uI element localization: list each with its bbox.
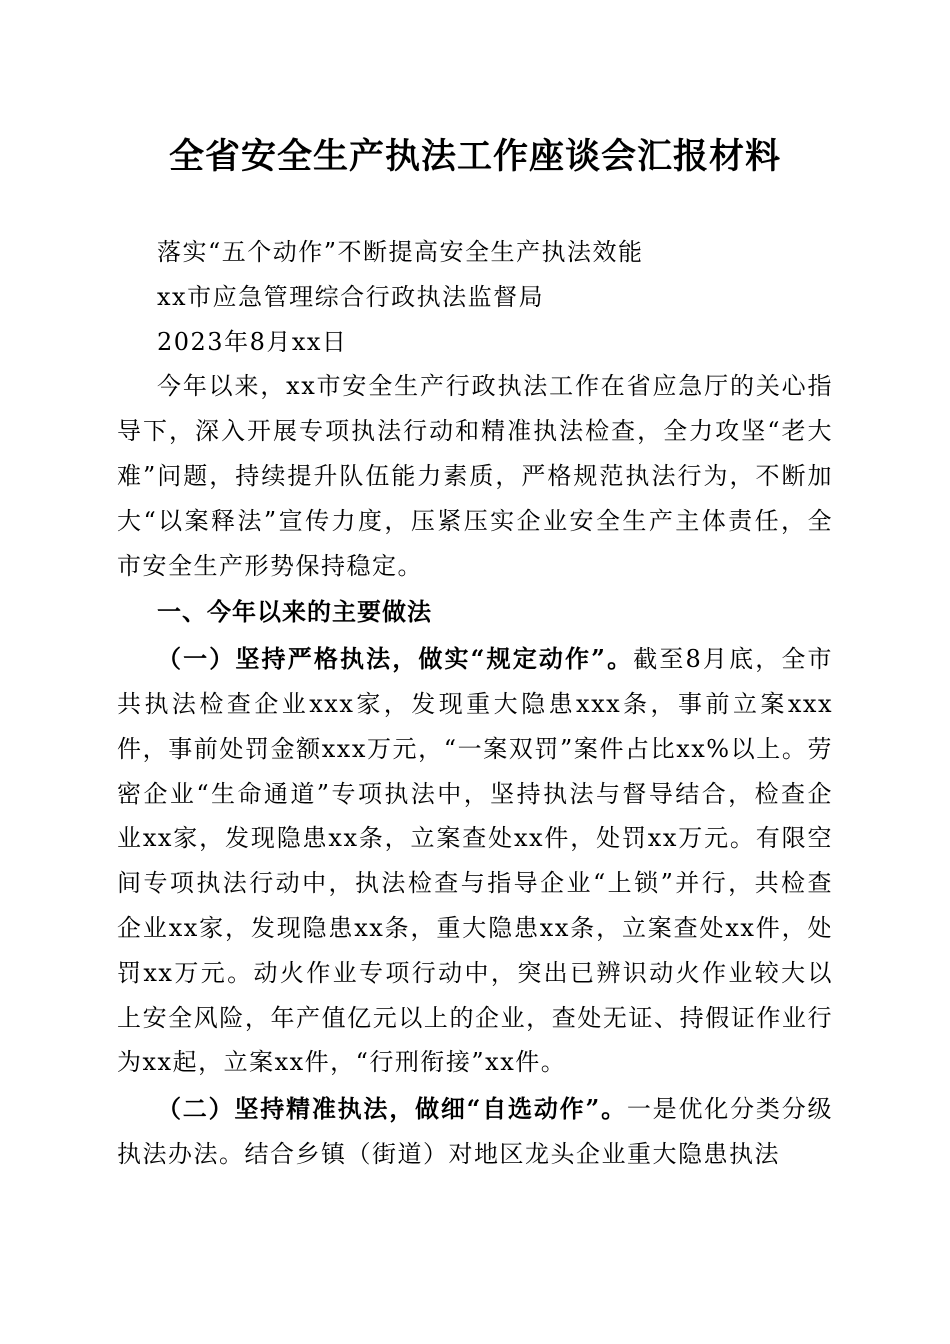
document-body (117, 230, 833, 1177)
paragraph-item-1-lead: （一）坚持严格执法，做实“规定动作”。 (157, 644, 634, 674)
paragraph-item-2-lead: （二）坚持精准执法，做细“自选动作”。 (157, 1094, 627, 1124)
paragraph-item-2 (117, 1087, 833, 1177)
paragraph-item-1-text: 截至8月底，全市共执法检查企业xxx家，发现重大隐患xxx条，事前立案xxx件，事前处罚金额xxx万元，“一案双罚”案件占比xx%以上。劳密企业“生命通道”专项执法中，坚持执法与督导结合，检查企业xx家，发现隐患xx条，立案查处xx件，处罚xx万元。有限空间专项执法行动中，执法检查与指导企业“上锁”并行，共检查企业xx家，发现隐患xx条，重大隐患xx条，立案查处xx件，处罚xx万元。动火作业专项行动中，突出已辨识动火作业较大以上安全风险，年产值亿元以上的企业，查处无证、持假证作业行为xx起，立案xx件，“行刑衔接”xx件。 (117, 645, 833, 1077)
paragraph-item-1 (117, 637, 833, 1085)
document-subtitle: 落实“五个动作”不断提高安全生产执法效能 (157, 238, 644, 266)
issuing-organization: xx市应急管理综合行政执法监督局 (157, 282, 545, 311)
section-heading: 一、今年以来的主要做法 (157, 597, 432, 627)
intro-paragraph: 今年以来，xx市安全生产行政执法工作在省应急厅的关心指导下，深入开展专项执法行动和精准执法检查，全力攻坚“老大难”问题，持续提升队伍能力素质，严格规范执法行为，不断加大“以案释法”宣传力度，压紧压实企业安全生产主体责任，全市安全生产形势保持稳定。 (117, 372, 833, 580)
paragraph-item-2-text: 一是优化分类分级执法办法。结合乡镇（街道）对地区龙头企业重大隐患执法 (117, 1095, 833, 1168)
document-title: 全省安全生产执法工作座谈会汇报材料 (168, 136, 781, 177)
document-date: 2023年8月xx日 (157, 327, 348, 356)
